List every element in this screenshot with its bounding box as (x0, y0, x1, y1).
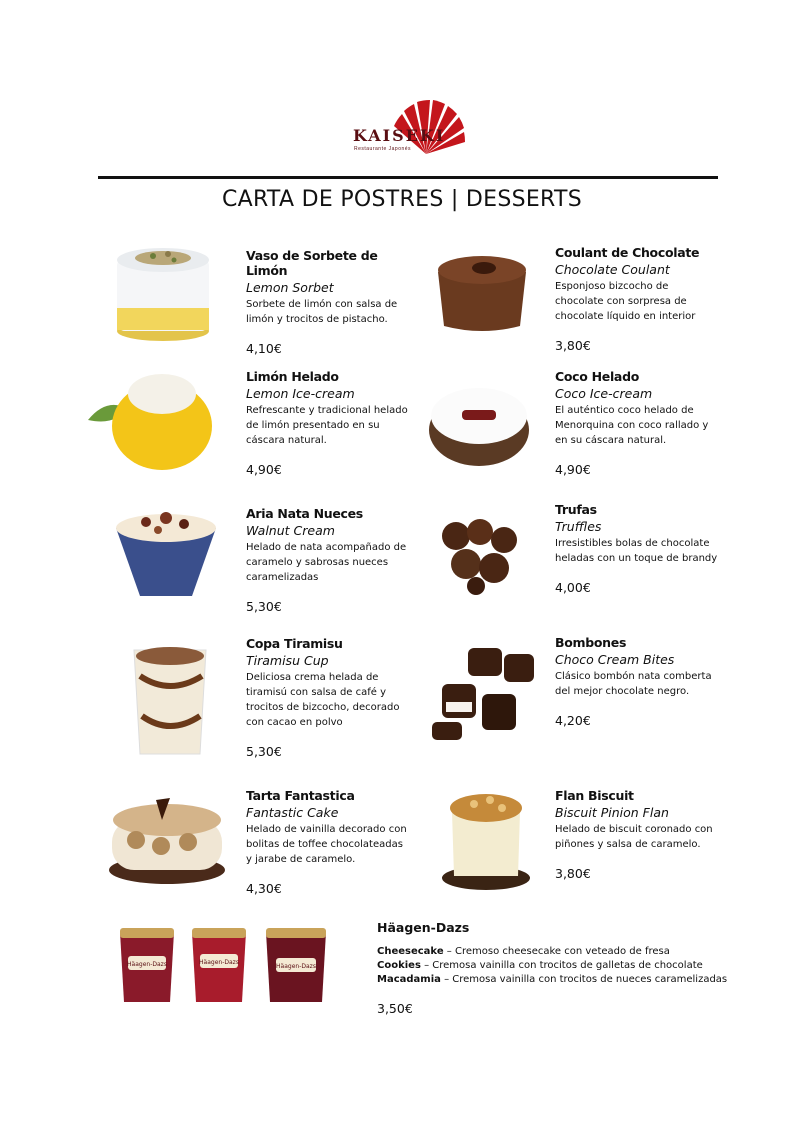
item-subtitle: Tiramisu Cup (246, 653, 329, 668)
item-name: Bombones (555, 635, 627, 650)
item-name: Trufas (555, 502, 597, 517)
haagen-dazs-section (377, 920, 737, 1016)
item-description: Helado de vainilla decorado con bolitas de toffee chocolateadas y jarabe de caramelo. (246, 824, 407, 865)
haagen-dazs-tubs-image (116, 924, 336, 1008)
item-description: Clásico bombón nata comberta del mejor chocolate negro. (555, 671, 712, 697)
item-name: Tarta Fantastica (246, 788, 355, 803)
item-name: Vaso de Sorbete de Limón (246, 248, 378, 278)
item-subtitle: Lemon Sorbet (246, 280, 334, 295)
tiramisu-cup-image (120, 636, 220, 760)
item-price: 4,00€ (555, 580, 591, 595)
flavor-row (377, 959, 737, 973)
lemon-ice-cream-image (86, 368, 216, 472)
flavor-row (377, 973, 737, 987)
item-price: 3,80€ (555, 338, 591, 353)
item-name: Copa Tiramisu (246, 636, 343, 651)
menu-item (555, 788, 720, 881)
haagen-dazs-title: Häagen-Dazs (377, 920, 470, 935)
lemon-sorbet-image (108, 236, 218, 344)
menu-item (555, 245, 720, 353)
item-price: 5,30€ (246, 744, 282, 759)
flavor-row (377, 945, 737, 959)
tub-label-3: Häagen-Dazs (276, 963, 316, 970)
item-price: 4,10€ (246, 341, 282, 356)
menu-item (555, 635, 720, 728)
item-name: Limón Helado (246, 369, 339, 384)
menu-item (555, 369, 720, 477)
menu-item (246, 369, 411, 477)
menu-item (555, 502, 720, 595)
coco-ice-cream-image (426, 378, 532, 470)
item-subtitle: Walnut Cream (246, 523, 335, 538)
item-subtitle: Biscuit Pinion Flan (555, 805, 669, 820)
flavor-description: – Cremoso cheesecake con veteado de fresa (443, 946, 670, 957)
chocolate-coulant-image (432, 242, 532, 332)
item-name: Coulant de Chocolate (555, 245, 700, 260)
item-subtitle: Coco Ice-cream (555, 386, 653, 401)
page-title: CARTA DE POSTRES | DESSERTS (221, 187, 583, 212)
tub-label-1: Häagen-Dazs (127, 961, 167, 968)
item-description: Refrescante y tradicional helado de limón presentado en su cáscara natural. (246, 405, 408, 446)
item-subtitle: Chocolate Coulant (555, 262, 670, 277)
flavor-name: Cookies (377, 960, 421, 971)
item-name: Coco Helado (555, 369, 640, 384)
tub-label-2: Häagen-Dazs (199, 959, 239, 966)
item-subtitle: Lemon Ice-cream (246, 386, 355, 401)
item-subtitle: Truffles (555, 519, 602, 534)
item-price: 4,90€ (246, 462, 282, 477)
menu-item (246, 636, 411, 759)
item-description: Irresistibles bolas de chocolate heladas con un toque de brandy (555, 538, 718, 564)
truffles-image (436, 514, 520, 596)
logo-wordmark: KAISEKI (353, 126, 446, 145)
flavor-description: – Cremosa vainilla con trocitos de galletas de chocolate (420, 960, 703, 971)
item-price: 5,30€ (246, 599, 282, 614)
logo-subtitle: Restaurante Japonés (354, 146, 412, 152)
flavor-name: Cheesecake (377, 946, 444, 957)
item-price: 4,90€ (555, 462, 591, 477)
item-description: Sorbete de limón con salsa de limón y trocitos de pistacho. (246, 299, 398, 325)
choco-cream-bites-image (432, 644, 536, 744)
menu-item (246, 788, 411, 896)
walnut-cream-image (110, 498, 222, 602)
flavor-name: Macadamia (377, 974, 441, 985)
item-description: El auténtico coco helado de Menorquina con coco rallado y en su cáscara natural. (555, 405, 709, 446)
item-description: Helado de nata acompañado de caramelo y sabrosas nueces caramelizadas (246, 542, 407, 583)
item-price: 4,20€ (555, 713, 591, 728)
item-subtitle: Fantastic Cake (246, 805, 339, 820)
item-description: Deliciosa crema helada de tiramisú con salsa de café y trocitos de bizcocho, decorado con cacao en polvo (246, 672, 400, 728)
item-price: 4,30€ (246, 881, 282, 896)
fantastic-cake-image (106, 780, 228, 890)
item-name: Aria Nata Nueces (246, 506, 363, 521)
menu-item (246, 506, 411, 614)
haagen-dazs-price: 3,50€ (377, 1001, 413, 1016)
item-price: 3,80€ (555, 866, 591, 881)
item-description: Esponjoso bizcocho de chocolate con sorpresa de chocolate líquido en interior (555, 281, 696, 322)
flavor-description: – Cremosa vainilla con trocitos de nueces caramelizadas (440, 974, 728, 985)
header-rule (98, 176, 718, 179)
item-subtitle: Choco Cream Bites (555, 652, 675, 667)
item-name: Flan Biscuit (555, 788, 634, 803)
biscuit-flan-image (440, 782, 532, 890)
item-description: Helado de biscuit coronado con piñones y salsa de caramelo. (555, 824, 713, 850)
menu-item (246, 248, 411, 356)
restaurant-logo (350, 96, 470, 166)
